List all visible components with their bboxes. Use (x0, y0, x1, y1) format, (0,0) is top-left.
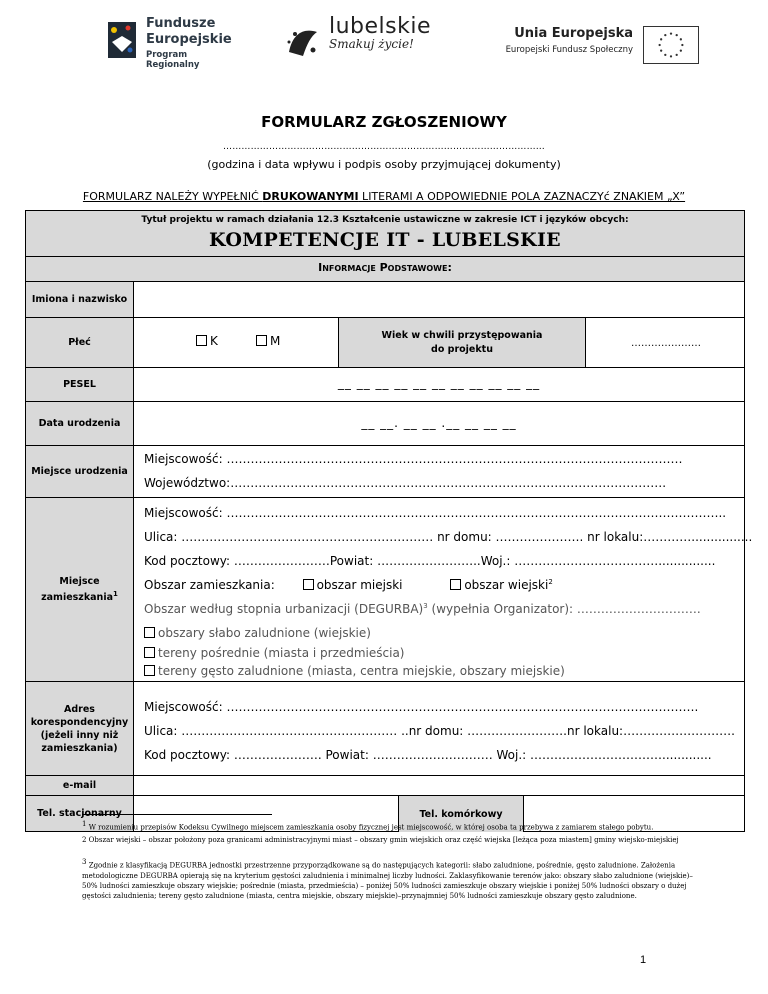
age-field[interactable]: ………………… (631, 337, 701, 349)
age-label (338, 318, 586, 368)
area-rural-text: obszar wiejski (464, 578, 549, 592)
name-row (26, 281, 744, 317)
header-divider (26, 256, 744, 257)
rural-footnote-ref: 2 (548, 578, 553, 586)
birth-placeholder: __ __. __ __ .__ __ __ __ (361, 416, 517, 430)
age-label-line1: Wiek w chwili przystępowania (381, 330, 543, 341)
name-field[interactable] (134, 282, 744, 317)
fe-line1: Fundusze (146, 16, 216, 31)
res-street-field[interactable]: Ulica: ……………………………………………………… nr domu: …………………. nr lokalu:…………................ (144, 530, 753, 544)
area-city-text: obszar miejski (316, 578, 403, 592)
sex-m-checkbox[interactable] (256, 335, 267, 346)
residence-label-line1: Miejsce (59, 575, 100, 587)
corr-street-field[interactable]: Ulica: ……………………………………………… ..nr domu: …………………….nr lokalu:………………………. (144, 724, 735, 738)
footnote-3: $^3$ Zgodnie z klasyfikacją DEGURBA jednostki przestrzenne przyporządkowane są do następujących kategorii: słabo zaludnione, pośrednie, gęsto zaludnione. Założenia metodologiczne DEGURBA opierają się na kryterium gęstości zaludnienia i minimalnej liczby ludności. Zaklasyfikowanie terenów jako: obszary słabo zaludnione (wiejskie)–50% ludności zamieszkuje obszary wiejskie; pośrednie (miasta, przedmieścia) – poniżej 50% ludności zamieszkuje obszary wiejskie i poniżej 50% ludności obszary o dużej gęstości zaludnienia; tereny gęsto zaludnione (miasta, centra miejskie, obszary miejskie)–przynajmniej 50% ludności zamieszkuje obszary gęsto zaludnione. (82, 858, 693, 900)
corr-label-3: (jeżeli inny niż (40, 729, 119, 741)
pesel-placeholder: __ __ __ __ __ __ __ __ __ __ __ (337, 376, 541, 390)
footnotes (82, 814, 702, 904)
receipt-caption: (godzina i data wpływu i podpis osoby przyjmującej dokumenty) (207, 158, 561, 171)
area-rural-checkbox[interactable] (450, 579, 461, 590)
instruction-post: LITERAMI A ODPOWIEDNIE POLA ZAZNACZYć ZNAKIEM „X” (358, 190, 686, 203)
sex-m-text: M (270, 334, 281, 348)
footnote-3-text: Zgodnie z klasyfikacją DEGURBA jednostki przestrzenne przyporządkowane są do następujących kategorii: słabo zaludnione, pośrednie, gęsto zaludnione. Założenia metodologiczne DEGURBA opierają się na kryterium gęstości zaludnienia i minimalnej liczby ludności. Zaklasyfikowanie terenów jako: obszary słabo zaludnione (wiejskie)–50% ludności zamieszkuje obszary wiejskie; pośrednie (miasta, przedmieścia) – poniżej 50% ludności zamieszkuje obszary wiejskie i poniżej 50% ludności obszary o dużej gęstości zaludnienia; tereny gęsto zaludnione (miasta, centra miejskie, obszary miejskie)–przynajmniej 50% ludności zamieszkuje obszary gęsto zaludnione. (82, 861, 693, 900)
name-label: Imiona i nazwisko (26, 282, 134, 317)
sex-k-option[interactable] (196, 334, 218, 348)
degurba-row (144, 602, 701, 616)
lub-line2: Smakuj życie! (329, 37, 414, 51)
sex-m-option[interactable] (256, 334, 280, 348)
corr-label-4: zamieszkania) (41, 742, 118, 754)
degurba-1-checkbox[interactable] (144, 627, 155, 638)
corr-postal-field[interactable]: Kod pocztowy: …………………. Powiat: ………………………… Woj.: ……………………………............. (144, 748, 712, 762)
unia-europejska-logo (483, 12, 723, 72)
birthplace-row (26, 445, 744, 497)
email-field[interactable] (134, 776, 744, 795)
corr-label-1: Adres (64, 703, 95, 715)
degurba-footnote-ref: 3 (423, 602, 428, 610)
email-row (26, 775, 744, 795)
correspondence-row (26, 681, 744, 775)
footnote-rule (82, 814, 272, 815)
res-postal-field[interactable]: Kod pocztowy: ……………………Powiat: ……………………..Woj.: ………………………………............... (144, 554, 716, 568)
footnote-2: 2 Obszar wiejski – obszar położony poza granicami administracyjnymi miast – obszary gmin wiejskich oraz część wiejska [leżąca poza miastem] gminy wiejsko-miejskiej (82, 836, 679, 845)
area-label: Obszar zamieszkania: (144, 578, 275, 592)
fundusze-europejskie-logo (100, 12, 240, 72)
residence-label-line2: zamieszkania (41, 592, 113, 604)
residence-footnote-ref: 1 (113, 589, 118, 598)
ue-line2: Europejski Fundusz Społeczny (505, 45, 633, 55)
landline-label: Tel. stacjonarny (26, 796, 134, 831)
lubelskie-mark-icon (283, 22, 323, 62)
fe-line2: Europejskie (146, 32, 232, 47)
degurba-post: (wypełnia Organizator): …………………………. (427, 602, 701, 616)
area-city-checkbox[interactable] (303, 579, 314, 590)
birth-row (26, 401, 744, 445)
mobile-label: Tel. komórkowy (398, 796, 524, 832)
logo-bar (100, 12, 710, 72)
degurba-3-text: tereny gęsto zaludnione (miasta, centra miejskie, obszary miejskie) (158, 664, 565, 678)
project-title: KOMPETENCJE IT - LUBELSKIE (209, 229, 561, 251)
sex-label: Płeć (26, 318, 134, 367)
section-title: Informacje Podstawowe: (318, 261, 452, 274)
instruction-pre: FORMULARZ NALEŻY WYPEŁNIĆ (82, 190, 263, 203)
degurba-2-text: tereny pośrednie (miasta i przedmieścia) (158, 646, 405, 660)
page-number: 1 (640, 954, 647, 966)
receipt-dots: …………………………………………………………………………………………… (223, 142, 545, 152)
birth-field[interactable] (134, 402, 744, 445)
pesel-field[interactable] (134, 368, 744, 401)
degurba-3-checkbox[interactable] (144, 665, 155, 676)
degurba-1-text: obszary słabo zaludnione (wiejskie) (158, 626, 371, 640)
res-city-field[interactable]: Miejscowość: …………………………………………………………………………………………………………….. (144, 506, 727, 520)
footnote-1-text: W rozumieniu przepisów Kodeksu Cywilnego miejscem zamieszkania osoby fizycznej jest miejscowość, w której osoba ta przebywa z zamiarem stałego pobytu. (88, 823, 654, 832)
degurba-option-1[interactable] (144, 626, 371, 640)
page-title: FORMULARZ ZGŁOSZENIOWY (261, 113, 507, 131)
sex-row (26, 317, 744, 367)
instruction-bold: DRUKOWANYMI (262, 190, 359, 203)
fe-line3: Program Regionalny (146, 50, 200, 70)
degurba-option-2[interactable] (144, 646, 405, 660)
birthplace-city-field[interactable]: Miejscowość: …………………………………………………………………………………………………… (144, 452, 683, 466)
eu-flag-icon (643, 26, 699, 64)
lubelskie-logo (283, 12, 448, 72)
project-subtitle: Tytuł projektu w ramach działania 12.3 Kształcenie ustawiczne w zakresie ICT i języków obcych: (141, 215, 629, 225)
age-label-line2: do projektu (431, 344, 493, 355)
ue-line1: Unia Europejska (514, 26, 633, 41)
degurba-2-checkbox[interactable] (144, 647, 155, 658)
pesel-label: PESEL (26, 368, 134, 401)
fill-instruction (0, 190, 768, 203)
corr-city-field[interactable]: Miejscowość: ………………………………………………………………………………………………………. (144, 700, 699, 714)
birthplace-region-field[interactable]: Województwo:………………………………………………………………………………………………. (144, 476, 667, 490)
fe-star-icon (104, 18, 140, 62)
corr-label-2: korespondencyjny (30, 716, 129, 728)
residence-row (26, 497, 753, 681)
sex-k-checkbox[interactable] (196, 335, 207, 346)
residence-label (26, 498, 134, 681)
application-form (25, 210, 753, 832)
email-label: e-mail (26, 776, 134, 795)
lub-line1: lubelskie (329, 14, 432, 39)
correspondence-label (26, 682, 134, 775)
degurba-label: Obszar według stopnia urbanizacji (DEGURBA) (144, 602, 424, 616)
birthplace-label: Miejsce urodzenia (26, 446, 134, 497)
degurba-option-3[interactable] (144, 664, 565, 678)
project-header (26, 211, 744, 281)
footnote-1: $^1$ W rozumieniu przepisów Kodeksu Cywilnego miejscem zamieszkania osoby fizycznej jest miejscowość, w której osoba ta przebywa z zamiarem stałego pobytu. (82, 820, 654, 832)
birth-label: Data urodzenia (26, 402, 134, 445)
sex-k-text: K (210, 334, 218, 348)
area-row (144, 578, 553, 592)
pesel-row (26, 367, 744, 401)
